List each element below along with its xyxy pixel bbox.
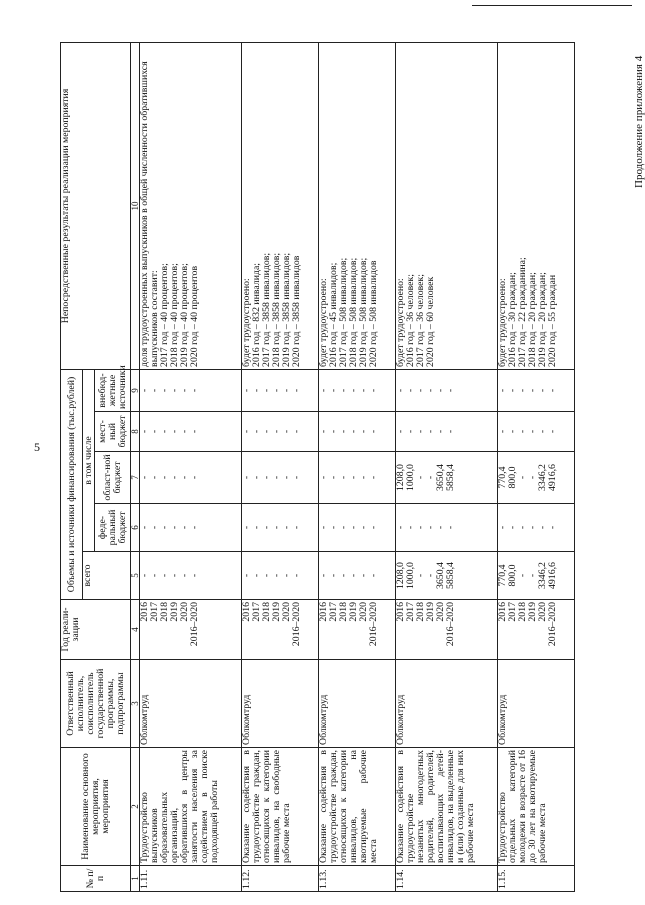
table-row: [319, 43, 396, 892]
row-total: - - - - - -: [242, 552, 319, 600]
row-executor: Облкомтруд: [242, 660, 319, 748]
row-total: 770,4 800,0 - - 3346,2 4916,6: [498, 552, 575, 600]
row-years: 2016 2017 2018 2019 2020 2016–2020: [140, 600, 242, 660]
row-name: Трудоустройство выпускников образовательных организаций, обратившихся в центры занятости населения за содействием в поиске подходящей работы: [140, 748, 242, 866]
header-result: Непосредственные результаты реализации мероприятия: [61, 43, 131, 370]
row-regional: 1208,0 1000,0 - - 3650,4 5858,4: [395, 452, 497, 504]
col-number: 10: [131, 43, 140, 370]
row-result: будет трудоустроено: 2016 год – 30 граждан; 2017 год – 22 гражданина; 2018 год – 20 граждан; 2019 год – 20 граждан; 2020 год – 55 граждан: [498, 43, 575, 370]
row-extrabudget: - - - - - -: [319, 369, 396, 411]
row-years: 2016 2017 2018 2019 2020 2016–2020: [498, 600, 575, 660]
row-extrabudget: - - - - - -: [498, 369, 575, 411]
page-number: 5: [34, 440, 40, 454]
row-number: 1.15.: [498, 866, 575, 892]
row-local: - - - - - -: [140, 412, 242, 452]
row-total: - - - - - -: [140, 552, 242, 600]
row-result: будет трудоустроено: 2016 год – 45 инвалидов; 2017 год – 508 инвалидов; 2018 год – 508 инвалидов; 2019 год – 508 инвалидов; 2020 год – 508 инвалидов: [319, 43, 396, 370]
row-federal: - - - - - -: [319, 504, 396, 552]
appendix-caption: Продолжение приложения 4: [633, 55, 645, 188]
row-years: 2016 2017 2018 2019 2020 2016–2020: [319, 600, 396, 660]
row-local: - - - - - -: [319, 412, 396, 452]
table-row: [242, 43, 319, 892]
row-result: будет трудоустроено: 2016 год – 832 инвалида; 2017 год – 3858 инвалидов; 2018 год – 3858 инвалидов; 2019 год – 3858 инвалидов; 2020 год – 3858 инвалидов: [242, 43, 319, 370]
row-federal: - - - - - -: [242, 504, 319, 552]
row-name: Оказание содействия в трудоустройстве граждан, относящихся к категории инвалидов, на свободные рабочие места: [242, 748, 319, 866]
header-total: всего: [83, 552, 131, 600]
row-extrabudget: - - - - - -: [140, 369, 242, 411]
row-executor: Облкомтруд: [140, 660, 242, 748]
row-regional: - - - - - -: [242, 452, 319, 504]
row-number: 1.14.: [395, 866, 497, 892]
row-years: 2016 2017 2018 2019 2020 2016–2020: [242, 600, 319, 660]
col-number: 8: [131, 412, 140, 452]
table-row: [498, 43, 575, 892]
col-number: 4: [131, 600, 140, 660]
col-number: 1: [131, 866, 140, 892]
row-name: Оказание содействия в трудоустройстве незанятых многодетных родителей, родителей, воспитывающих детей-инвалидов, на выделенные и (или) созданные для них рабочие места: [395, 748, 497, 866]
row-federal: - - - - - -: [395, 504, 497, 552]
row-number: 1.11.: [140, 866, 242, 892]
header-finance: Объемы и источники финансирования (тыс.рублей): [61, 369, 83, 599]
col-number: 3: [131, 660, 140, 748]
row-extrabudget: - - - - - -: [242, 369, 319, 411]
row-executor: Облкомтруд: [319, 660, 396, 748]
header-including: в том числе: [83, 369, 95, 551]
header-no: № п/п: [61, 866, 131, 892]
row-number: 1.12.: [242, 866, 319, 892]
col-number: 7: [131, 452, 140, 504]
row-years: 2016 2017 2018 2019 2020 2016–2020: [395, 600, 497, 660]
row-result: доля трудоустроенных выпускников в общей численности обратившихся выпускников составит: 2017 год – 40 процентов; 2018 год – 40 процентов; 2019 год – 40 процентов; 2020 год – 40 процентов: [140, 43, 242, 370]
header-name: Наименование основного мероприятия, мероприятия: [61, 748, 131, 866]
row-total: - - - - - -: [319, 552, 396, 600]
row-total: 1208,0 1000,0 - - 3650,4 5858,4: [395, 552, 497, 600]
top-rule: [472, 5, 632, 6]
row-local: - - - - - -: [242, 412, 319, 452]
row-number: 1.13.: [319, 866, 396, 892]
table-row: [395, 43, 497, 892]
row-federal: - - - - - -: [498, 504, 575, 552]
header-local: мест-ный бюджет: [95, 412, 131, 452]
financing-table: [60, 42, 575, 892]
header-federal: феде-ральный бюджет: [95, 504, 131, 552]
table-row: [140, 43, 242, 892]
rotated-table-container: [60, 42, 575, 892]
row-executor: Облкомтруд: [395, 660, 497, 748]
row-regional: - - - - - -: [140, 452, 242, 504]
col-number: 6: [131, 504, 140, 552]
row-name: Трудоустройство отдельных категорий молодежи в возрасте от 16 до 30 лет на квотируемые рабочие места: [498, 748, 575, 866]
row-federal: - - - - - -: [140, 504, 242, 552]
row-local: - - - - - -: [395, 412, 497, 452]
row-regional: - - - - - -: [319, 452, 396, 504]
row-executor: Облкомтруд: [498, 660, 575, 748]
col-number: 2: [131, 748, 140, 866]
row-regional: 770,4 800,0 - - 3346,2 4916,6: [498, 452, 575, 504]
header-executor: Ответственный исполнитель, соисполнитель государственной программы, подпрограммы: [61, 660, 131, 748]
header-regional: област-ной бюджет: [95, 452, 131, 504]
col-number: 5: [131, 552, 140, 600]
row-extrabudget: - - - - - -: [395, 369, 497, 411]
row-local: - - - - - -: [498, 412, 575, 452]
col-number: 9: [131, 369, 140, 411]
row-name: Оказание содействия в трудоустройстве граждан, относящихся к категории инвалидов, на квотируемые рабочие места: [319, 748, 396, 866]
header-extrabudget: внебюд-жетные источники: [95, 369, 131, 411]
row-result: будет трудоустроено: 2016 год – 36 человек; 2017 год – 36 человек; 2020 год – 60 человек: [395, 43, 497, 370]
header-year: Год реали-зации: [61, 600, 131, 660]
